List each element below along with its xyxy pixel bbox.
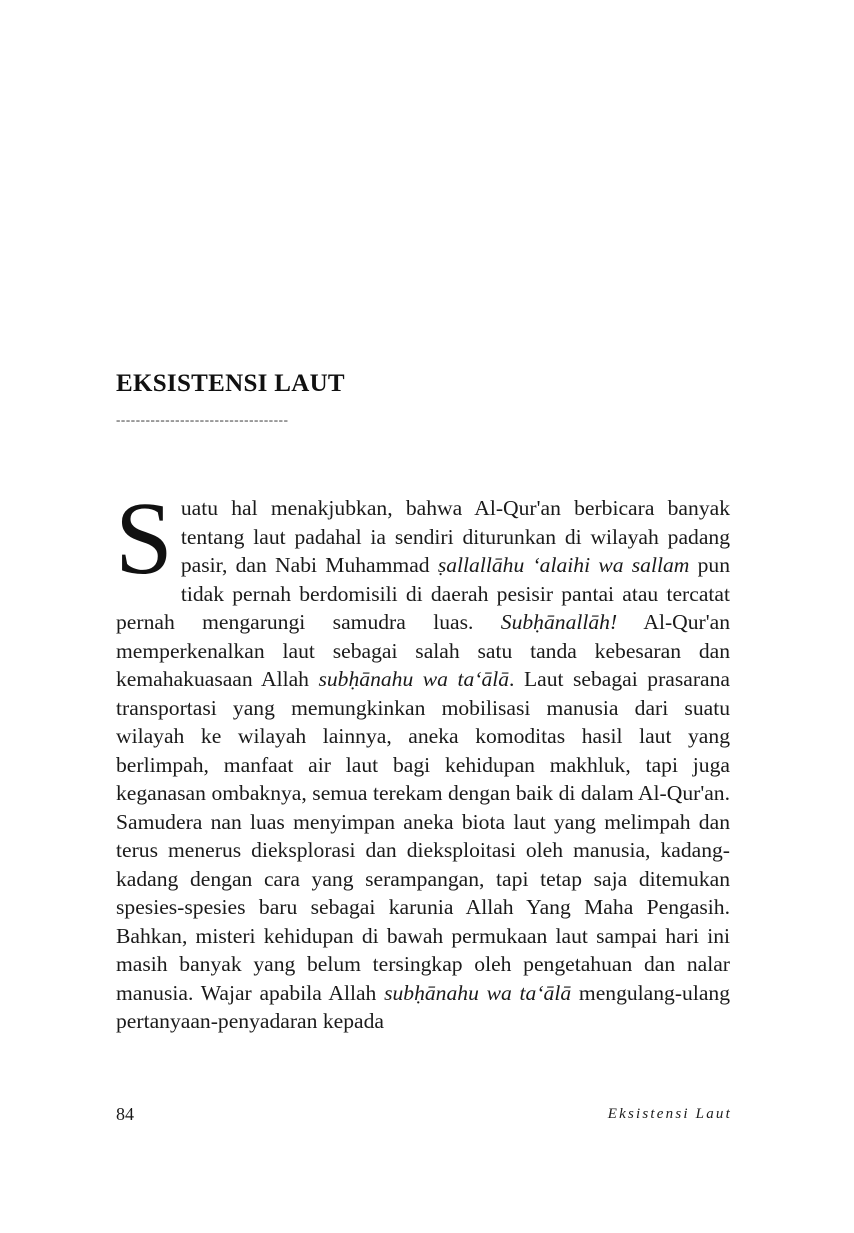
text-segment: uatu hal menakjubkan, bahwa Al-Qur'an berbicara banyak tentang laut padahal ia sendiri diturunkan di wilayah padang pasir, dan Nabi Muhammad	[180, 496, 730, 577]
text-segment: . Laut sebagai prasarana transportasi yang memungkinkan mobilisasi manusia dari suatu wilayah ke wilayah lainnya, aneka komoditas hasil laut yang berlimpah, manfaat air laut bagi kehidupan makhluk, tapi juga keganasan ombaknya, semua terekam dengan baik di dalam Al-Qur'an. Samudera nan luas menyimpan aneka biota laut yang melimpah dan terus menerus dieksplorasi dan dieksploitasi oleh manusia, kadang-kadang dengan cara yang serampangan, tapi tetap saja ditemukan spesies-spesies baru sebagai karunia Allah Yang Maha Pengasih. Bahkan, misteri kehidupan di bawah permukaan laut sampai hari ini masih banyak yang belum tersingkap oleh pengetahuan dan nalar manusia. Wajar apabila Allah	[116, 667, 730, 1005]
drop-cap: S	[115, 481, 173, 596]
page-number: 84	[116, 1104, 134, 1124]
paragraph-text-container	[115, 481, 731, 1033]
running-footer-title: Eksistensi Laut	[607, 1106, 732, 1122]
text-segment: Al-Qur'an memperkenalkan laut sebagai salah satu tanda kebesaran dan kemahakuasaan Allah	[116, 610, 730, 691]
body-paragraph	[115, 481, 731, 1036]
title-dashed-rule: -----------------------------------	[116, 412, 289, 427]
text-segment: mengulang-ulang pertanyaan-penyadaran kepada	[116, 980, 731, 1033]
italic-text-segment: subḥānahu wa ta‘ālā	[318, 667, 510, 691]
text-segment: pun tidak pernah berdomisili di daerah pesisir pantai atau tercatat pernah mengarungi samudra luas.	[116, 553, 730, 634]
italic-text-segment: subḥānahu wa ta‘ālā	[384, 980, 572, 1005]
italic-text-segment: ṣallallāhu ‘alaihi wa sallam	[437, 553, 690, 577]
italic-text-segment: Subḥānallāh!	[500, 610, 618, 634]
chapter-title: EKSISTENSI LAUT	[116, 370, 345, 397]
